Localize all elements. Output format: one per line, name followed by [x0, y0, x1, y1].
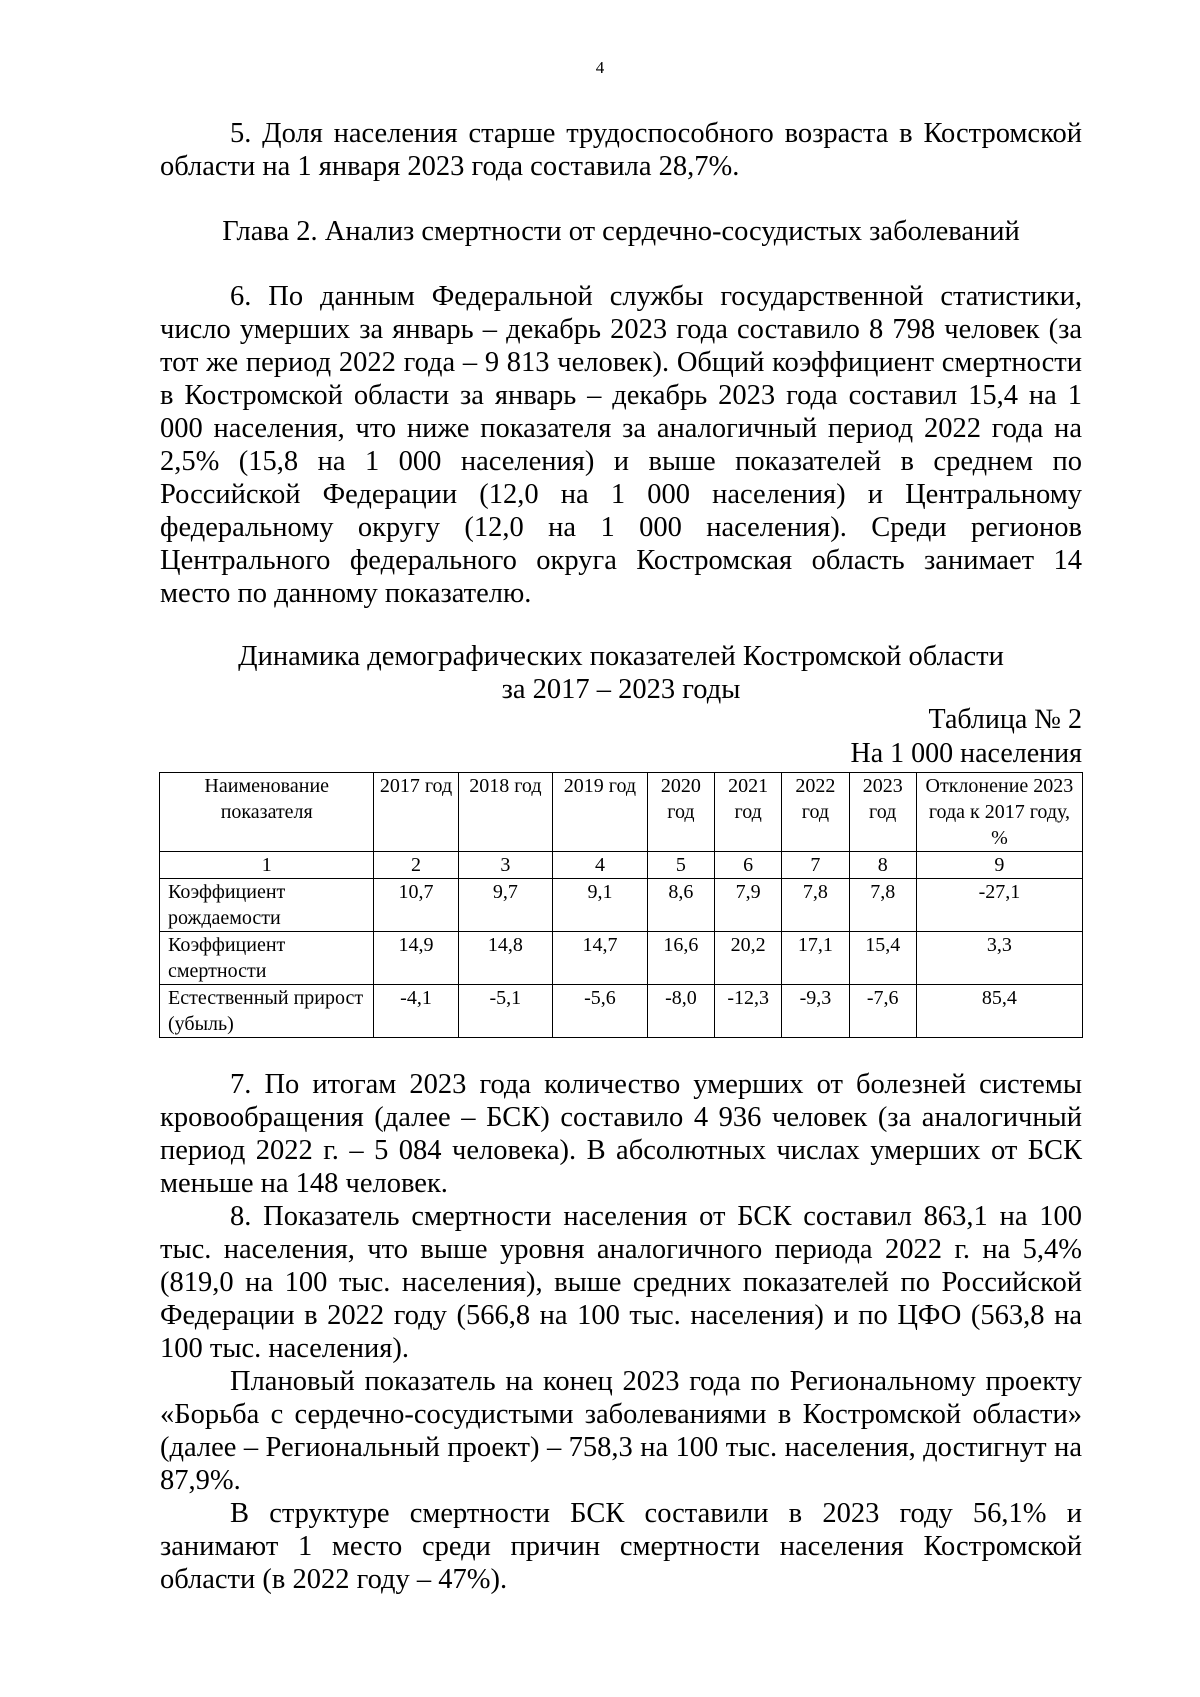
paragraph-5: 5. Доля населения старше трудоспособного возраста в Костромской области на 1 января 2023 года составила 28,7%.	[160, 118, 1082, 182]
table-column-number: 9	[916, 852, 1082, 879]
table-header-cell: 2023 год	[849, 773, 916, 852]
table-cell: -12,3	[715, 985, 782, 1038]
table-cell: 20,2	[715, 932, 782, 985]
paragraph-5-block	[160, 117, 1082, 183]
table-row-name: Коэффициент смертности	[160, 932, 374, 985]
table-cell: 14,8	[458, 932, 553, 985]
table-title-line-1: Динамика демографических показателей Костромской области	[238, 641, 1004, 672]
table-cell: 7,8	[849, 879, 916, 932]
table-column-number: 4	[553, 852, 648, 879]
chapter-title: Глава 2. Анализ смертности от сердечно-сосудистых заболеваний	[222, 216, 1020, 247]
paragraph-8: 8. Показатель смертности населения от БСК составил 863,1 на 100 тыс. населения, что выше уровня аналогичного периода 2022 г. на 5,4% (819,0 на 100 тыс. населения), выше средних показателей по Российской Федерации в 2022 году (566,8 на 100 тыс. населения) и по ЦФО (563,8 на 100 тыс. населения).	[160, 1201, 1082, 1364]
table-row-name: Естественный прирост (убыль)	[160, 985, 374, 1038]
table-column-number: 5	[647, 852, 714, 879]
table-header-cell: 2020 год	[647, 773, 714, 852]
table-header-cell: 2019 год	[553, 773, 648, 852]
table-cell: 7,8	[782, 879, 849, 932]
paragraph-6-block	[160, 280, 1082, 610]
table-cell: -5,1	[458, 985, 553, 1038]
table-cell: -9,3	[782, 985, 849, 1038]
table-cell: 85,4	[916, 985, 1082, 1038]
table-title-line-2: за 2017 – 2023 годы	[501, 674, 741, 705]
table-cell: 8,6	[647, 879, 714, 932]
table-cell: 9,1	[553, 879, 648, 932]
table-column-number: 7	[782, 852, 849, 879]
table-cell: 9,7	[458, 879, 553, 932]
table-cell: 7,9	[715, 879, 782, 932]
table-column-number-row	[160, 852, 1083, 879]
table-header-cell: Наименование показателя	[160, 773, 374, 852]
table-header-cell: 2022 год	[782, 773, 849, 852]
table-column-number: 1	[160, 852, 374, 879]
table-row-name: Коэффициент рождаемости	[160, 879, 374, 932]
table-cell: -27,1	[916, 879, 1082, 932]
table-header-cell: 2017 год	[374, 773, 458, 852]
demographic-table	[159, 772, 1083, 1038]
table-cell: 10,7	[374, 879, 458, 932]
table-cell: 16,6	[647, 932, 714, 985]
table-cell: 14,9	[374, 932, 458, 985]
table-cell: 17,1	[782, 932, 849, 985]
paragraph-plan: Плановый показатель на конец 2023 года по Региональному проекту «Борьба с сердечно-сосудистыми заболеваниями в Костромской области» (далее – Региональный проект) – 758,3 на 100 тыс. населения, достигнут на 87,9%.	[160, 1366, 1082, 1496]
table-header-row	[160, 773, 1083, 852]
table-cell: -7,6	[849, 985, 916, 1038]
table-header-cell: 2021 год	[715, 773, 782, 852]
table-column-number: 3	[458, 852, 553, 879]
table-unit: На 1 000 населения	[850, 738, 1082, 769]
table-cell: -8,0	[647, 985, 714, 1038]
table-row-birth-rate	[160, 879, 1083, 932]
table-header-cell: Отклонение 2023 года к 2017 году, %	[916, 773, 1082, 852]
table-row-death-rate	[160, 932, 1083, 985]
table-cell: 14,7	[553, 932, 648, 985]
paragraph-7: 7. По итогам 2023 года количество умерших от болезней системы кровообращения (далее – БСК) составило 4 936 человек (за аналогичный период 2022 г. – 5 084 человека). В абсолютных числах умерших от БСК меньше на 148 человек.	[160, 1069, 1082, 1199]
paragraph-structure: В структуре смертности БСК составили в 2023 году 56,1% и занимают 1 место среди причин смертности населения Костромской области (в 2022 году – 47%).	[160, 1498, 1082, 1595]
table-cell: -4,1	[374, 985, 458, 1038]
table-cell: -5,6	[553, 985, 648, 1038]
text-after-table	[160, 1068, 1082, 1596]
table-cell: 15,4	[849, 932, 916, 985]
table-cell: 3,3	[916, 932, 1082, 985]
page-number: 4	[595, 58, 605, 77]
table-header-cell: 2018 год	[458, 773, 553, 852]
paragraph-6: 6. По данным Федеральной службы государственной статистики, число умерших за январь – декабрь 2023 года составило 8 798 человек (за тот же период 2022 года – 9 813 человек). Общий коэффициент смертности в Костромской области за январь – декабрь 2023 года составил 15,4 на 1 000 населения, что ниже показателя за аналогичный период 2022 года на 2,5% (15,8 на 1 000 населения) и выше показателей в среднем по Российской Федерации (12,0 на 1 000 населения) и Центральному федеральному округу (12,0 на 1 000 населения). Среди регионов Центрального федерального округа Костромская область занимает 14 место по данному показателю.	[160, 281, 1082, 609]
table-column-number: 2	[374, 852, 458, 879]
table-column-number: 8	[849, 852, 916, 879]
table-row-natural-increase	[160, 985, 1083, 1038]
table-label: Таблица № 2	[928, 704, 1082, 735]
table-column-number: 6	[715, 852, 782, 879]
table-title	[160, 640, 1082, 706]
